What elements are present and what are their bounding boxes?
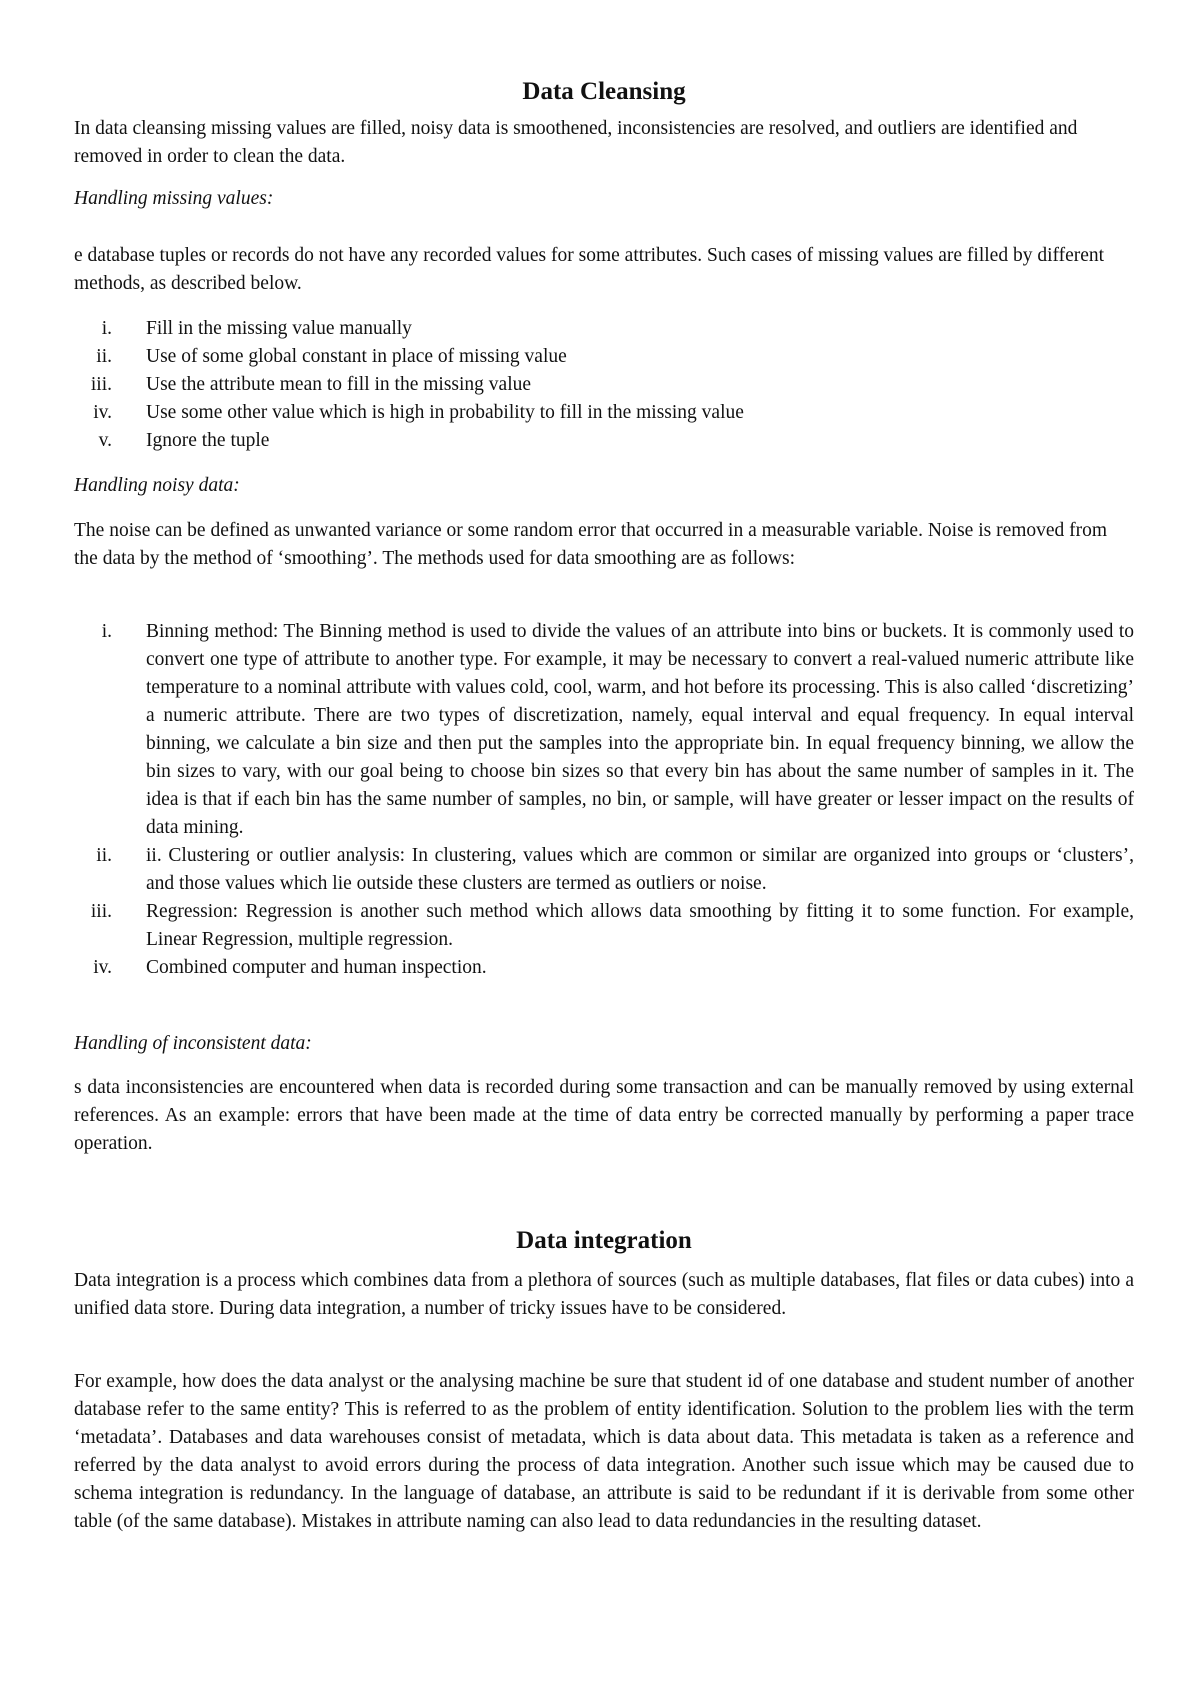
list-item-text: Ignore the tuple xyxy=(146,430,270,451)
list-item-text: Use of some global constant in place of missing value xyxy=(146,346,567,367)
list-item-text: Binning method: The Binning method is used to divide the values of an attribute into bins or buckets. It is commonly used to convert one type of attribute to another type. For example, it may be necessary to convert a real-valued numeric attribute like temperature to a nominal attribute with values cold, cool, warm, and hot before its processing. This is also called ‘discretizing’ a numeric attribute. There are two types of discretization, namely, equal interval and equal frequency. In equal interval binning, we calculate a bin size and then put the samples into the appropriate bin. In equal frequency binning, we allow the bin sizes to vary, with our goal being to choose bin sizes so that every bin has about the same number of samples in it. The idea is that if each bin has the same number of samples, no bin, or sample, will have greater or lesser impact on the results of data mining. xyxy=(146,621,1134,838)
missing-values-text: e database tuples or records do not have any recorded values for some attributes. Such cases of missing values are filled by different methods, as described below. xyxy=(74,245,1105,294)
list-item xyxy=(74,399,1134,427)
list-item-number: ii. xyxy=(96,346,112,367)
missing-values-list-block xyxy=(74,315,1134,455)
list-item-text: Regression: Regression is another such method which allows data smoothing by fitting it to some function. For example, Linear Regression, multiple regression. xyxy=(146,901,1134,950)
section-title-data-cleansing: Data Cleansing xyxy=(522,78,686,105)
list-item-number: i. xyxy=(101,621,112,642)
integration-paragraph-1: Data integration is a process which combines data from a plethora of sources (such as multiple databases, flat files or data cubes) into a unified data store. During data integration, a number of tricky issues have to be considered. xyxy=(74,1270,1134,1319)
list-item-number: ii. xyxy=(96,845,112,866)
list-item-number: iv. xyxy=(93,402,112,423)
list-item-number: i. xyxy=(101,318,112,339)
inconsistent-data-text: s data inconsistencies are encountered when data is recorded during some transaction and can be manually removed by using external references. As an example: errors that have been made at the time of data entry be corrected manually by performing a paper trace operation. xyxy=(74,1077,1134,1154)
list-item xyxy=(74,315,1134,343)
list-item-text: Combined computer and human inspection. xyxy=(146,957,487,978)
list-item xyxy=(74,427,1134,455)
cleansing-intro-block xyxy=(74,115,1134,171)
inconsistent-data-heading-block xyxy=(74,1030,1134,1058)
list-item-text: Use some other value which is high in probability to fill in the missing value xyxy=(146,402,744,423)
list-item-number: v. xyxy=(98,430,112,451)
list-item xyxy=(74,618,1134,842)
integration-para1-block xyxy=(74,1267,1134,1323)
list-item-text: Fill in the missing value manually xyxy=(146,318,412,339)
list-item-number: iii. xyxy=(90,374,112,395)
list-item xyxy=(74,343,1134,371)
list-item xyxy=(74,898,1134,954)
list-item xyxy=(74,371,1134,399)
integration-para2-block xyxy=(74,1368,1134,1536)
noisy-data-list xyxy=(74,618,1134,982)
missing-values-block xyxy=(74,242,1134,298)
cleansing-intro: In data cleansing missing values are filled, noisy data is smoothened, inconsistencies are resolved, and outliers are identified and removed in order to clean the data. xyxy=(74,118,1078,167)
list-item xyxy=(74,954,1134,982)
list-item-text: ii. Clustering or outlier analysis: In clustering, values which are common or similar are organized into groups or ‘clusters’, and those values which lie outside these clusters are termed as outliers or noise. xyxy=(146,845,1134,894)
noisy-data-text: The noise can be defined as unwanted variance or some random error that occurred in a measurable variable. Noise is removed from the data by the method of ‘smoothing’. The methods used for data smoothing are as follows: xyxy=(74,520,1108,569)
noisy-data-list-block xyxy=(74,618,1134,982)
section-title-data-integration: Data integration xyxy=(516,1227,692,1254)
inconsistent-data-heading: Handling of inconsistent data: xyxy=(74,1033,312,1054)
missing-values-heading-block xyxy=(74,185,1134,213)
noisy-data-block xyxy=(74,517,1134,573)
noisy-data-heading-block xyxy=(74,472,1134,500)
list-item-number: iii. xyxy=(90,901,112,922)
inconsistent-data-block xyxy=(74,1074,1134,1158)
list-item-number: iv. xyxy=(93,957,112,978)
list-item-text: Use the attribute mean to fill in the missing value xyxy=(146,374,532,395)
missing-values-heading: Handling missing values: xyxy=(74,188,274,209)
missing-values-list xyxy=(74,315,1134,455)
list-item xyxy=(74,842,1134,898)
noisy-data-heading: Handling noisy data: xyxy=(74,475,240,496)
integration-paragraph-2: For example, how does the data analyst or the analysing machine be sure that student id of one database and student number of another database refer to the same entity? This is referred to as the problem of entity identification. Solution to the problem lies with the term ‘metadata’. Databases and data warehouses consist of metadata, which is data about data. This metadata is taken as a reference and referred by the data analyst to avoid errors during the process of data integration. Another such issue which may be caused due to schema integration is redundancy. In the language of database, an attribute is said to be redundant if it is derivable from some other table (of the same database). Mistakes in attribute naming can also lead to data redundancies in the resulting dataset. xyxy=(74,1371,1134,1532)
